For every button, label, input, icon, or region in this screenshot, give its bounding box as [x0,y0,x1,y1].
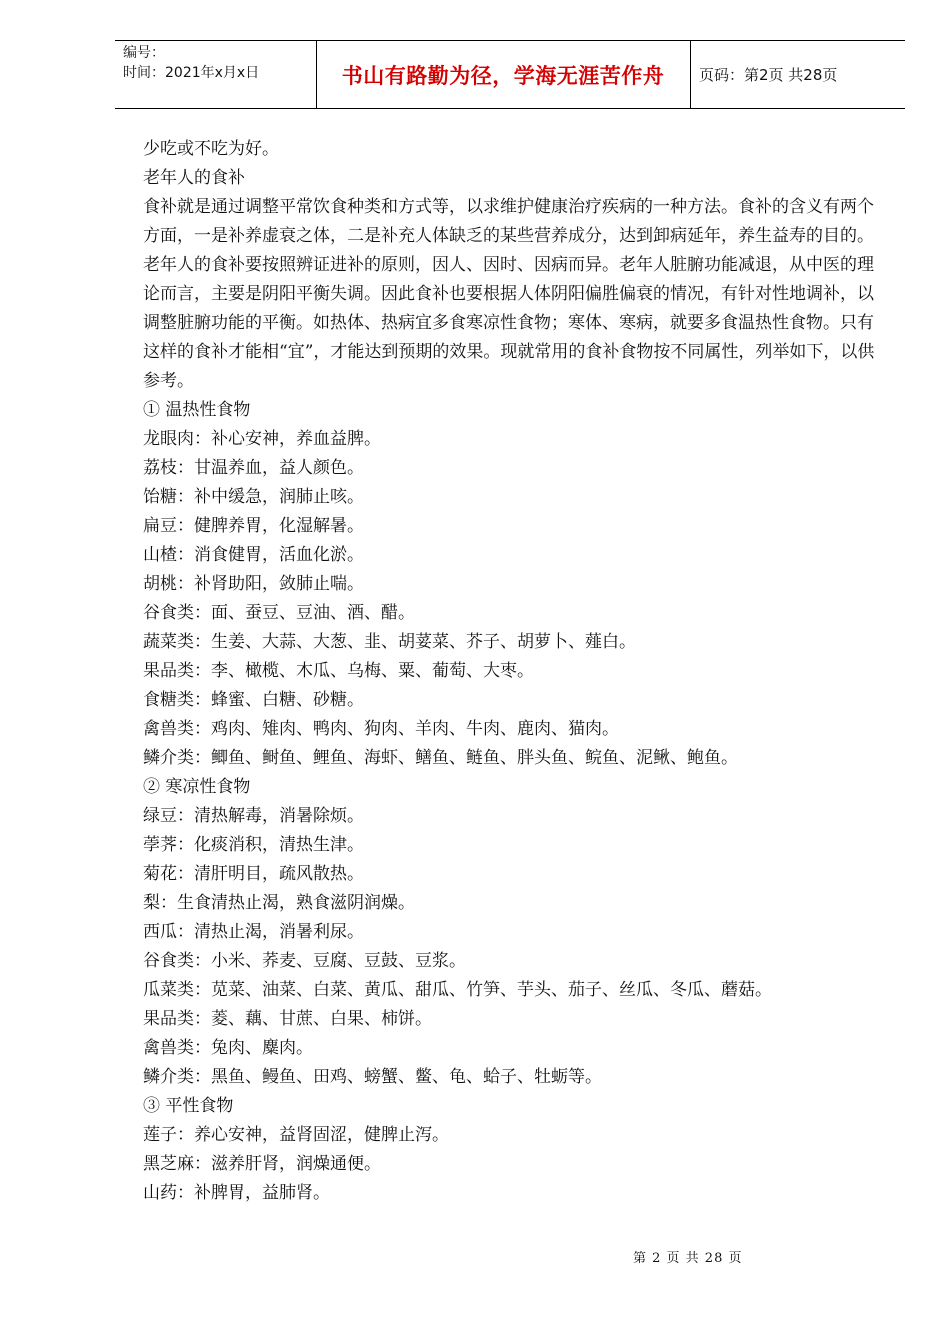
paragraph: 老年人的食补要按照辨证进补的原则，因人、因时、因病而异。老年人脏腑功能减退，从中医的理论而言，主要是阴阳平衡失调。因此食补也要根据人体阴阳偏胜偏衰的情况，有针对性地调补，以调整脏腑功能的平衡。如热体、热病宜多食寒凉性食物；寒体、寒病，就要多食温热性食物。只有这样的食补才能相“宜”，才能达到预期的效果。现就常用的食补食物按不同属性，列举如下，以供参考。 [143,255,875,391]
paragraph: 扁豆：健脾养胃，化湿解暑。 [143,516,364,536]
paragraph: 食糖类：蜂蜜、白糖、砂糖。 [143,690,364,710]
paragraph: ③ 平性食物 [143,1096,234,1116]
paragraph: 果品类：菱、藕、甘蔗、白果、柿饼。 [143,1009,432,1029]
paragraph: 鳞介类：黑鱼、鳗鱼、田鸡、螃蟹、鳖、龟、蛤子、牡蛎等。 [143,1067,602,1087]
document-number: 编号： [123,45,165,61]
header-page-number: 页码：第2页 共28页 [699,66,838,84]
paragraph: 果品类：李、橄榄、木瓜、乌梅、粟、葡萄、大枣。 [143,661,534,681]
paragraph: 禽兽类：鸡肉、雉肉、鸭肉、狗肉、羊肉、牛肉、鹿肉、猫肉。 [143,719,619,739]
paragraph: 饴糖：补中缓急，润肺止咳。 [143,487,364,507]
header-divider [690,41,691,108]
document-body [143,135,888,1208]
paragraph: 食补就是通过调整平常饮食种类和方式等，以求维护健康治疗疾病的一种方法。食补的含义有两个方面，一是补养虚衰之体，二是补充人体缺乏的某些营养成分，达到卸病延年，养生益寿的目的。 [143,197,874,246]
paragraph: 菊花：清肝明目，疏风散热。 [143,864,364,884]
paragraph: 蔬菜类：生姜、大蒜、大葱、韭、胡荽菜、芥子、胡萝卜、薤白。 [143,632,636,652]
paragraph: 绿豆：清热解毒，消暑除烦。 [143,806,364,826]
paragraph: 老年人的食补 [143,168,245,188]
paragraph: ① 温热性食物 [143,400,251,420]
paragraph: 谷食类：小米、荞麦、豆腐、豆鼓、豆浆。 [143,951,466,971]
paragraph: 梨：生食清热止渴，熟食滋阴润燥。 [143,893,415,913]
header-motto: 书山有路勤为径，学海无涯苦作舟 [341,63,665,88]
paragraph: 胡桃：补肾助阳，敛肺止喘。 [143,574,364,594]
header-info [123,43,315,103]
paragraph: 山药：补脾胃，益肺肾。 [143,1183,330,1203]
paragraph: 山楂：消食健胃，活血化淤。 [143,545,364,565]
document-time: 时间：2021年x月x日 [123,65,260,81]
paragraph: 西瓜：清热止渴，消暑利尿。 [143,922,364,942]
page-footer: 第 2 页 共 28 页 [633,1251,743,1266]
paragraph: 瓜菜类：苋菜、油菜、白菜、黄瓜、甜瓜、竹笋、芋头、茄子、丝瓜、冬瓜、蘑菇。 [143,980,772,1000]
paragraph: 龙眼肉：补心安神，养血益脾。 [143,429,381,449]
paragraph: 鳞介类：鲫鱼、鲥鱼、鲤鱼、海虾、鳝鱼、鲢鱼、胖头鱼、鲩鱼、泥鳅、鲍鱼。 [143,748,738,768]
paragraph: 少吃或不吃为好。 [143,139,279,159]
page-header [115,40,905,109]
paragraph: 谷食类：面、蚕豆、豆油、酒、醋。 [143,603,415,623]
paragraph: 荔枝：甘温养血，益人颜色。 [143,458,364,478]
paragraph: 荸荠：化痰消积，清热生津。 [143,835,364,855]
paragraph: 莲子：养心安神，益肾固涩，健脾止泻。 [143,1125,449,1145]
paragraph: 黑芝麻：滋养肝肾，润燥通便。 [143,1154,381,1174]
paragraph: ② 寒凉性食物 [143,777,251,797]
paragraph: 禽兽类：兔肉、麋肉。 [143,1038,313,1058]
